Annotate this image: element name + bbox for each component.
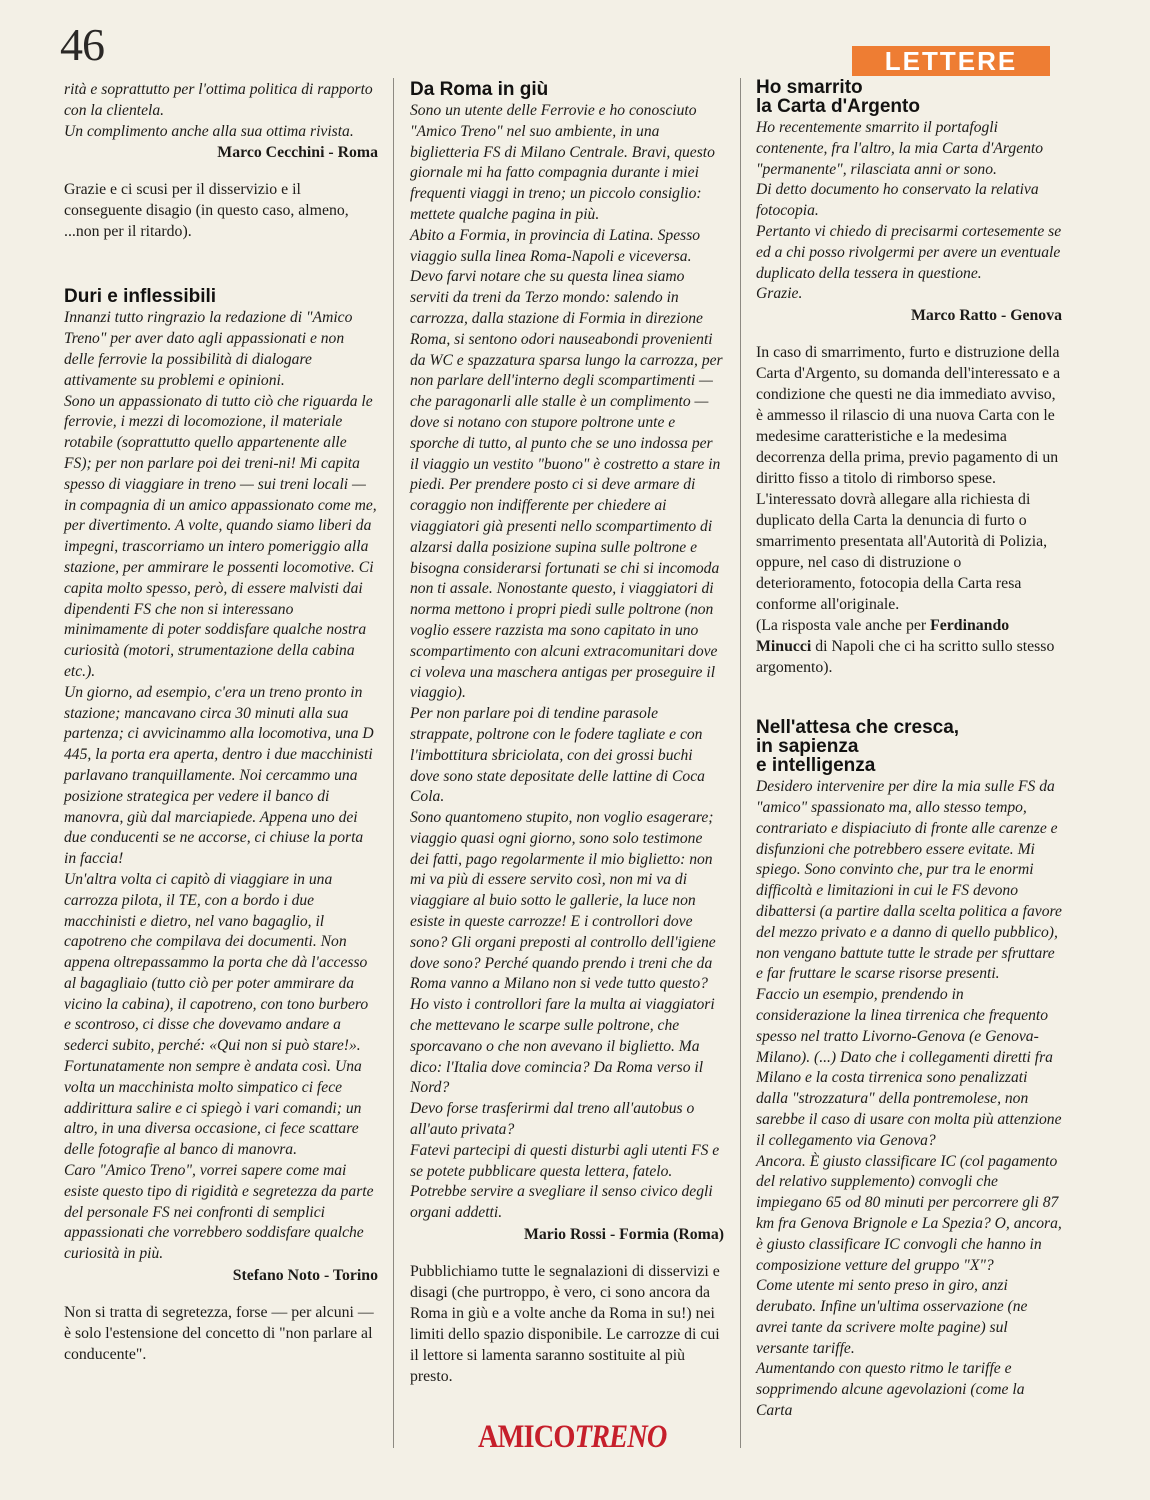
letter-paragraph: Devo forse trasferirmi dal treno all'autobus o all'auto privata? [410, 1100, 695, 1139]
letter-title: Da Roma in giù [410, 79, 549, 100]
letter-paragraph: Desidero intervenire per dire la mia sulle FS da "amico" spassionato ma, allo stesso tempo, contrariato e dispiaciuto di fronte alle carenze e disfunzioni che potrebbero essere evitate. Mi spiego. Sono convinto che, pur tra le enormi difficoltà e limitazioni in cui le FS devono dibattersi (a partire dalla scelta politica a favore del mezzo privato e a danno di quello pubblico), non vengano battute tutte le strade per sfruttare e far fruttare le scarse risorse presenti. [756, 778, 1062, 983]
editorial-reply-note: (La risposta vale anche per Ferdinando Minucci di Napoli che ci ha scritto sullo stesso argomento). [756, 617, 1055, 677]
letter-title-line: la Carta d'Argento [756, 96, 920, 117]
letter-title-line: e intelligenza [756, 755, 876, 777]
letter-signature: Mario Rossi - Formia (Roma) [523, 1226, 724, 1244]
letter-title-line: in sapienza [756, 736, 859, 758]
letter-paragraph: Come utente mi sento preso in giro, anzi derubato. Infine un'ultima osservazione (ne avrei tante da scrivere molte pagine) sul versante tariffe. [756, 1277, 1028, 1357]
letter-paragraph: Innanzi tutto ringrazio la redazione di "Amico Treno" per aver dato agli appassionati e non delle ferrovie la possibilità di dialogare attivamente su problemi e opinioni. [64, 309, 353, 389]
letter-paragraph: Fatevi partecipi di questi disturbi agli utenti FS e se potete pubblicare questa lettera, fatelo. Potrebbe servire a svegliare il senso civico degli organi addetti. [410, 1141, 720, 1222]
page-number: 46 [60, 19, 104, 70]
reader-name: Ferdinando Minucci [756, 617, 1010, 656]
column-divider [740, 78, 741, 1448]
letter-continued-text: rità e soprattutto per l'ottima politica di rapporto con la clientela. [64, 81, 373, 119]
editorial-reply: Grazie e ci scusi per il disservizio e il conseguente disagio (in questo caso, almeno, ...non per il ritardo). [64, 181, 349, 241]
letter-title-line: Ho smarrito [756, 77, 863, 98]
editorial-reply: L'interessato dovrà allegare alla richiesta di duplicato della Carta la denuncia di furto o smarrimento presentata all'Autorità di Polizia, oppure, nel caso di distruzione o deterioramento, fotocopia della Carta resa conforme all'originale. [756, 491, 1048, 614]
editorial-reply: Non si tratta di segretezza, forse — per alcuni — è solo l'estensione del concetto di "non parlare al conducente". [64, 1304, 374, 1364]
letter-paragraph: Grazie. [756, 285, 803, 303]
letter-paragraph: Sono un utente delle Ferrovie e ho conosciuto "Amico Treno" nel suo ambiente, in una biglietteria FS di Milano Centrale. Bravi, questo giornale mi ha fatto compagnia durante i miei frequenti viaggi in treno; un piccolo consiglio: mettete qualche pagina in più. [410, 102, 715, 223]
letter-paragraph: Per non parlare poi di tendine parasole strappate, poltrone con le fodere tagliate e con l'imbottitura sbriciolata, con dei grossi buchi dove sono state depositate delle lattine di Coca Cola. [410, 705, 705, 806]
column-2 [410, 80, 724, 1387]
letter-title: Duri e inflessibili [64, 286, 217, 308]
letter-paragraph: Abito a Formia, in provincia di Latina. Spesso viaggio sulla linea Roma-Napoli e viceversa. Devo farvi notare che su questa linea siamo serviti da treni da Terzo mondo: salendo in carrozza, dalla stazione di Formia in direzione Roma, si sentono odori nauseabondi provenienti da WC e spazzatura sparsa lungo la carrozza, per non parlare dell'interno degli scompartimenti — che paragonarli alle stalle è un complimento — dove si notano con stupore poltrone unte e sporche di tutto, al punto che se uno indossa per il viaggio un vestito "buono" è costretto a stare in piedi. Per prendere posto ci si deve armare di coraggio non indifferente per chiedere ai viaggiatori già presenti nello scompartimento di alzarsi dalla posizione supina sulle poltrone e bisogna considerarsi fortunati se chi si incomoda non ti assale. Nonostante questo, i viaggiatori di norma mettono i propri piedi sulle poltrone (non voglio essere razzista ma sono capitato in uno scompartimento con alcuni extracomunitari dove ci voleva una maschera antigas per proseguire il viaggio). [410, 226, 723, 702]
letter-continued-text: Un complimento anche alla sua ottima rivista. [64, 122, 354, 140]
letter-paragraph: Un'altra volta ci capitò di viaggiare in una carrozza pilota, il TE, con a bordo i due macchinisti e dietro, nel vano bagaglio, il capotreno che compilava dei documenti. Non appena oltrepassammo la porta che dà l'accesso al bagagliaio (tutto ciò per poter ammirare da vicino la cabina), il capotreno, con tono burbero e scontroso, ci disse che dovevamo andare a sederci subito, perché: «Qui non si può stare!». [64, 870, 369, 1055]
section-label: LETTERE [852, 46, 1050, 76]
editorial-reply: In caso di smarrimento, furto e distruzione della Carta d'Argento, su domanda dell'interessato e a condizione che questi ne dia immediato avviso, è ammesso il rilascio di una nuova Carta con le medesime caratteristiche e la medesima decorrenza della prima, previo pagamento di un diritto fisso a titolo di rimborso spese. [756, 344, 1061, 488]
letter-paragraph: Un giorno, ad esempio, c'era un treno pronto in stazione; mancavano circa 30 minuti alla sua partenza; ci avvicinammo alla locomotiva, una D 445, la porta era aperta, dentro i due macchinisti parlavano tranquillamente. Noi cercammo una posizione strategica per vedere il banco di manovra, giù dal marciapiede. Appena uno dei due conducenti se ne accorse, ci chiuse la porta in faccia! [64, 683, 374, 868]
letter-paragraph: Faccio un esempio, prendendo in considerazione la linea tirrenica che frequento spesso nel tratto Livorno-Genova (e Genova-Milano). (...) Dato che i collegamenti diretti fra Milano e la costa tirrenica sono penalizzati dalla "strozzatura" della pontremolese, non sarebbe il caso di usare con molta più attenzione il collegamento via Genova? [756, 986, 1062, 1149]
letter-paragraph: Aumentando con questo ritmo le tariffe e sopprimendo alcune agevolazioni (come la Carta [756, 1360, 1025, 1420]
letter-paragraph: Caro "Amico Treno", vorrei sapere come mai esiste questo tipo di rigidità e segretezza da parte del personale FS nei confronti di semplici appassionati che vorrebbero soddisfare qualche curiosità in più. [64, 1162, 374, 1263]
column-1 [64, 80, 378, 1365]
magazine-logo: AMICOTRENO [478, 1419, 667, 1455]
letter-paragraph: Sono quantomeno stupito, non voglio esagerare; viaggio quasi ogni giorno, sono solo testimone dei fatti, pago regolarmente il mio biglietto: non mi va più di essere servito così, non mi va di viaggiare al buio sotto le gallerie, la luce non esiste in queste carrozze! E i controllori dove sono? Gli organi preposti al controllo dell'igiene dove sono? Perché quando prendo i treni che da Roma vanno a Milano non si vede tutto questo? Ho visto i controllori fare la multa ai viaggiatori che mettevano le scarpe sulle poltrone, che sporcavano o che non avevano il biglietto. Ma dico: l'Italia dove comincia? Da Roma verso il Nord? [410, 809, 716, 1097]
letter-signature: Marco Cecchini - Roma [217, 144, 378, 162]
letter-title-line: Nell'attesa che cresca, [756, 717, 960, 739]
letter-paragraph: Sono un appassionato di tutto ciò che riguarda le ferrovie, i mezzi di locomozione, il materiale rotabile (soprattutto quello appartenente alle FS); per non parlare poi dei treni-ni! Mi capita spesso di viaggiare in treno — sui treni locali — in compagnia di un amico appassionato come me, per divertimento. A volte, quando siamo liberi da impegni, trascorriamo un intero pomeriggio alla stazione, per ammirare le possenti locomotive. Ci capita molto spesso, però, di essere malvisti dai dipendenti FS che non si interessano minimamente di poter soddisfare qualche nostra curiosità (motori, strumentazione della cabina etc.). [64, 392, 377, 680]
letter-signature: Stefano Noto - Torino [232, 1267, 378, 1285]
editorial-reply: Pubblichiamo tutte le segnalazioni di disservizi e disagi (che purtroppo, è vero, ci sono ancora da Roma in giù e a volte anche da Roma in su!) nei limiti dello spazio disponibile. Le carrozze di cui il lettore si lamenta saranno sostituite al più presto. [410, 1263, 720, 1386]
column-3 [756, 78, 1062, 1422]
letter-paragraph: Fortunatamente non sempre è andata così. Una volta un macchinista molto simpatico ci fece addirittura salire e ci spiegò i vari comandi; un altro, in una diversa occasione, ci fece scattare delle fotografie al banco di manovra. [64, 1058, 362, 1159]
letter-paragraph: Ho recentemente smarrito il portafogli contenente, fra l'altro, la mia Carta d'Argento "permanente", rilasciata anni or sono. [756, 119, 1044, 178]
letter-paragraph: Ancora. È giusto classificare IC (col pagamento del relativo supplemento) convogli che impiegano 65 od 80 minuti per percorrere gli 87 km fra Genova Brignole e La Spezia? O, ancora, è giusto classificare IC convogli che hanno in composizione vetture del gruppo "X"? [756, 1152, 1062, 1274]
letter-paragraph: Di detto documento ho conservato la relativa fotocopia. [756, 181, 1039, 220]
column-divider [393, 78, 394, 1448]
letter-signature: Marco Ratto - Genova [910, 307, 1062, 325]
letter-paragraph: Pertanto vi chiedo di precisarmi cortesemente se ed a chi posso rivolgermi per avere un eventuale duplicato della tessera in questione. [756, 222, 1062, 282]
